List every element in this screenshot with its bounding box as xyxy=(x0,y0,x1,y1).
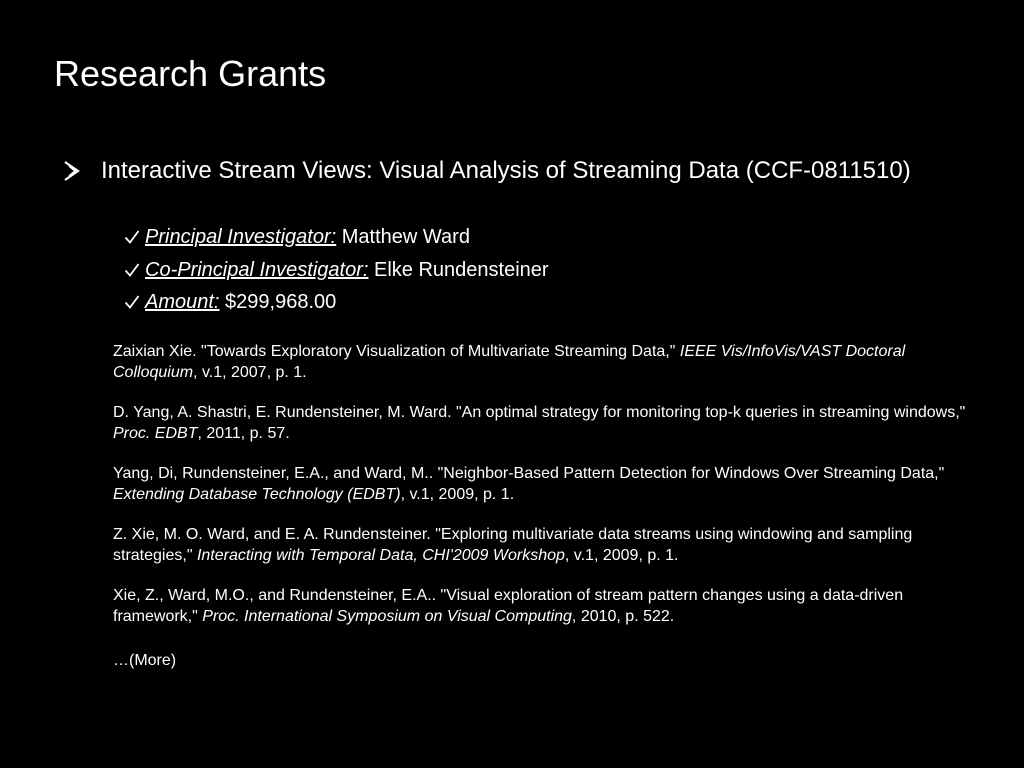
detail-principal-investigator xyxy=(124,222,549,255)
grant-bullet xyxy=(62,156,942,186)
reference-venue: Proc. International Symposium on Visual Computing xyxy=(202,607,572,625)
detail-value: Matthew Ward xyxy=(336,226,470,248)
grant-title: Interactive Stream Views: Visual Analysis of Streaming Data (CCF-0811510) xyxy=(101,157,911,184)
references xyxy=(113,342,973,672)
reference-text: Yang, Di, Rundensteiner, E.A., and Ward, M.. "Neighbor-Based Pattern Detection for Windows Over Streaming Data," xyxy=(113,465,945,482)
reference-item xyxy=(113,525,973,566)
detail-amount xyxy=(124,287,549,320)
reference-details: , 2010, p. 522. xyxy=(571,607,675,625)
checkmark-icon xyxy=(124,262,140,278)
reference-item xyxy=(113,464,973,505)
reference-text: D. Yang, A. Shastri, E. Rundensteiner, M. Ward. "An optimal strategy for monitoring top-k queries in streaming windows," xyxy=(113,404,966,421)
reference-text: Zaixian Xie. "Towards Exploratory Visualization of Multivariate Streaming Data," xyxy=(113,343,680,360)
detail-label: Principal Investigator: xyxy=(145,226,337,248)
reference-item xyxy=(113,342,973,383)
reference-item xyxy=(113,586,973,627)
detail-value: $299,968.00 xyxy=(219,291,337,313)
more-link[interactable]: …(More) xyxy=(113,652,177,669)
checkmark-icon xyxy=(124,229,140,245)
slide-title: Research Grants xyxy=(54,53,327,94)
reference-item xyxy=(113,403,973,444)
reference-details: , v.1, 2009, p. 1. xyxy=(564,546,679,564)
reference-venue: Extending Database Technology (EDBT) xyxy=(113,485,401,503)
grant-details xyxy=(124,222,549,320)
detail-label: Co-Principal Investigator: xyxy=(145,258,369,281)
arrow-bullet-icon xyxy=(62,160,82,182)
checkmark-icon xyxy=(124,294,140,310)
reference-details: , v.1, 2007, p. 1. xyxy=(193,363,307,381)
detail-label: Amount: xyxy=(145,291,220,313)
reference-venue: IEEE Vis/InfoVis/VAST Doctoral Colloquium xyxy=(113,343,906,381)
reference-text: Z. Xie, M. O. Ward, and E. A. Rundensteiner. "Exploring multivariate data streams using windowing and sampling strategies," xyxy=(113,526,913,564)
detail-co-principal-investigator xyxy=(124,255,549,288)
reference-details: , 2011, p. 57. xyxy=(197,424,290,442)
reference-text: Xie, Z., Ward, M.O., and Rundensteiner, E.A.. "Visual exploration of stream pattern changes using a data-driven framework," xyxy=(113,587,904,625)
reference-details: , v.1, 2009, p. 1. xyxy=(400,485,515,503)
reference-venue: Interacting with Temporal Data, CHI'2009 Workshop xyxy=(196,546,565,564)
reference-venue: Proc. EDBT xyxy=(113,424,198,442)
detail-value: Elke Rundensteiner xyxy=(368,258,549,281)
